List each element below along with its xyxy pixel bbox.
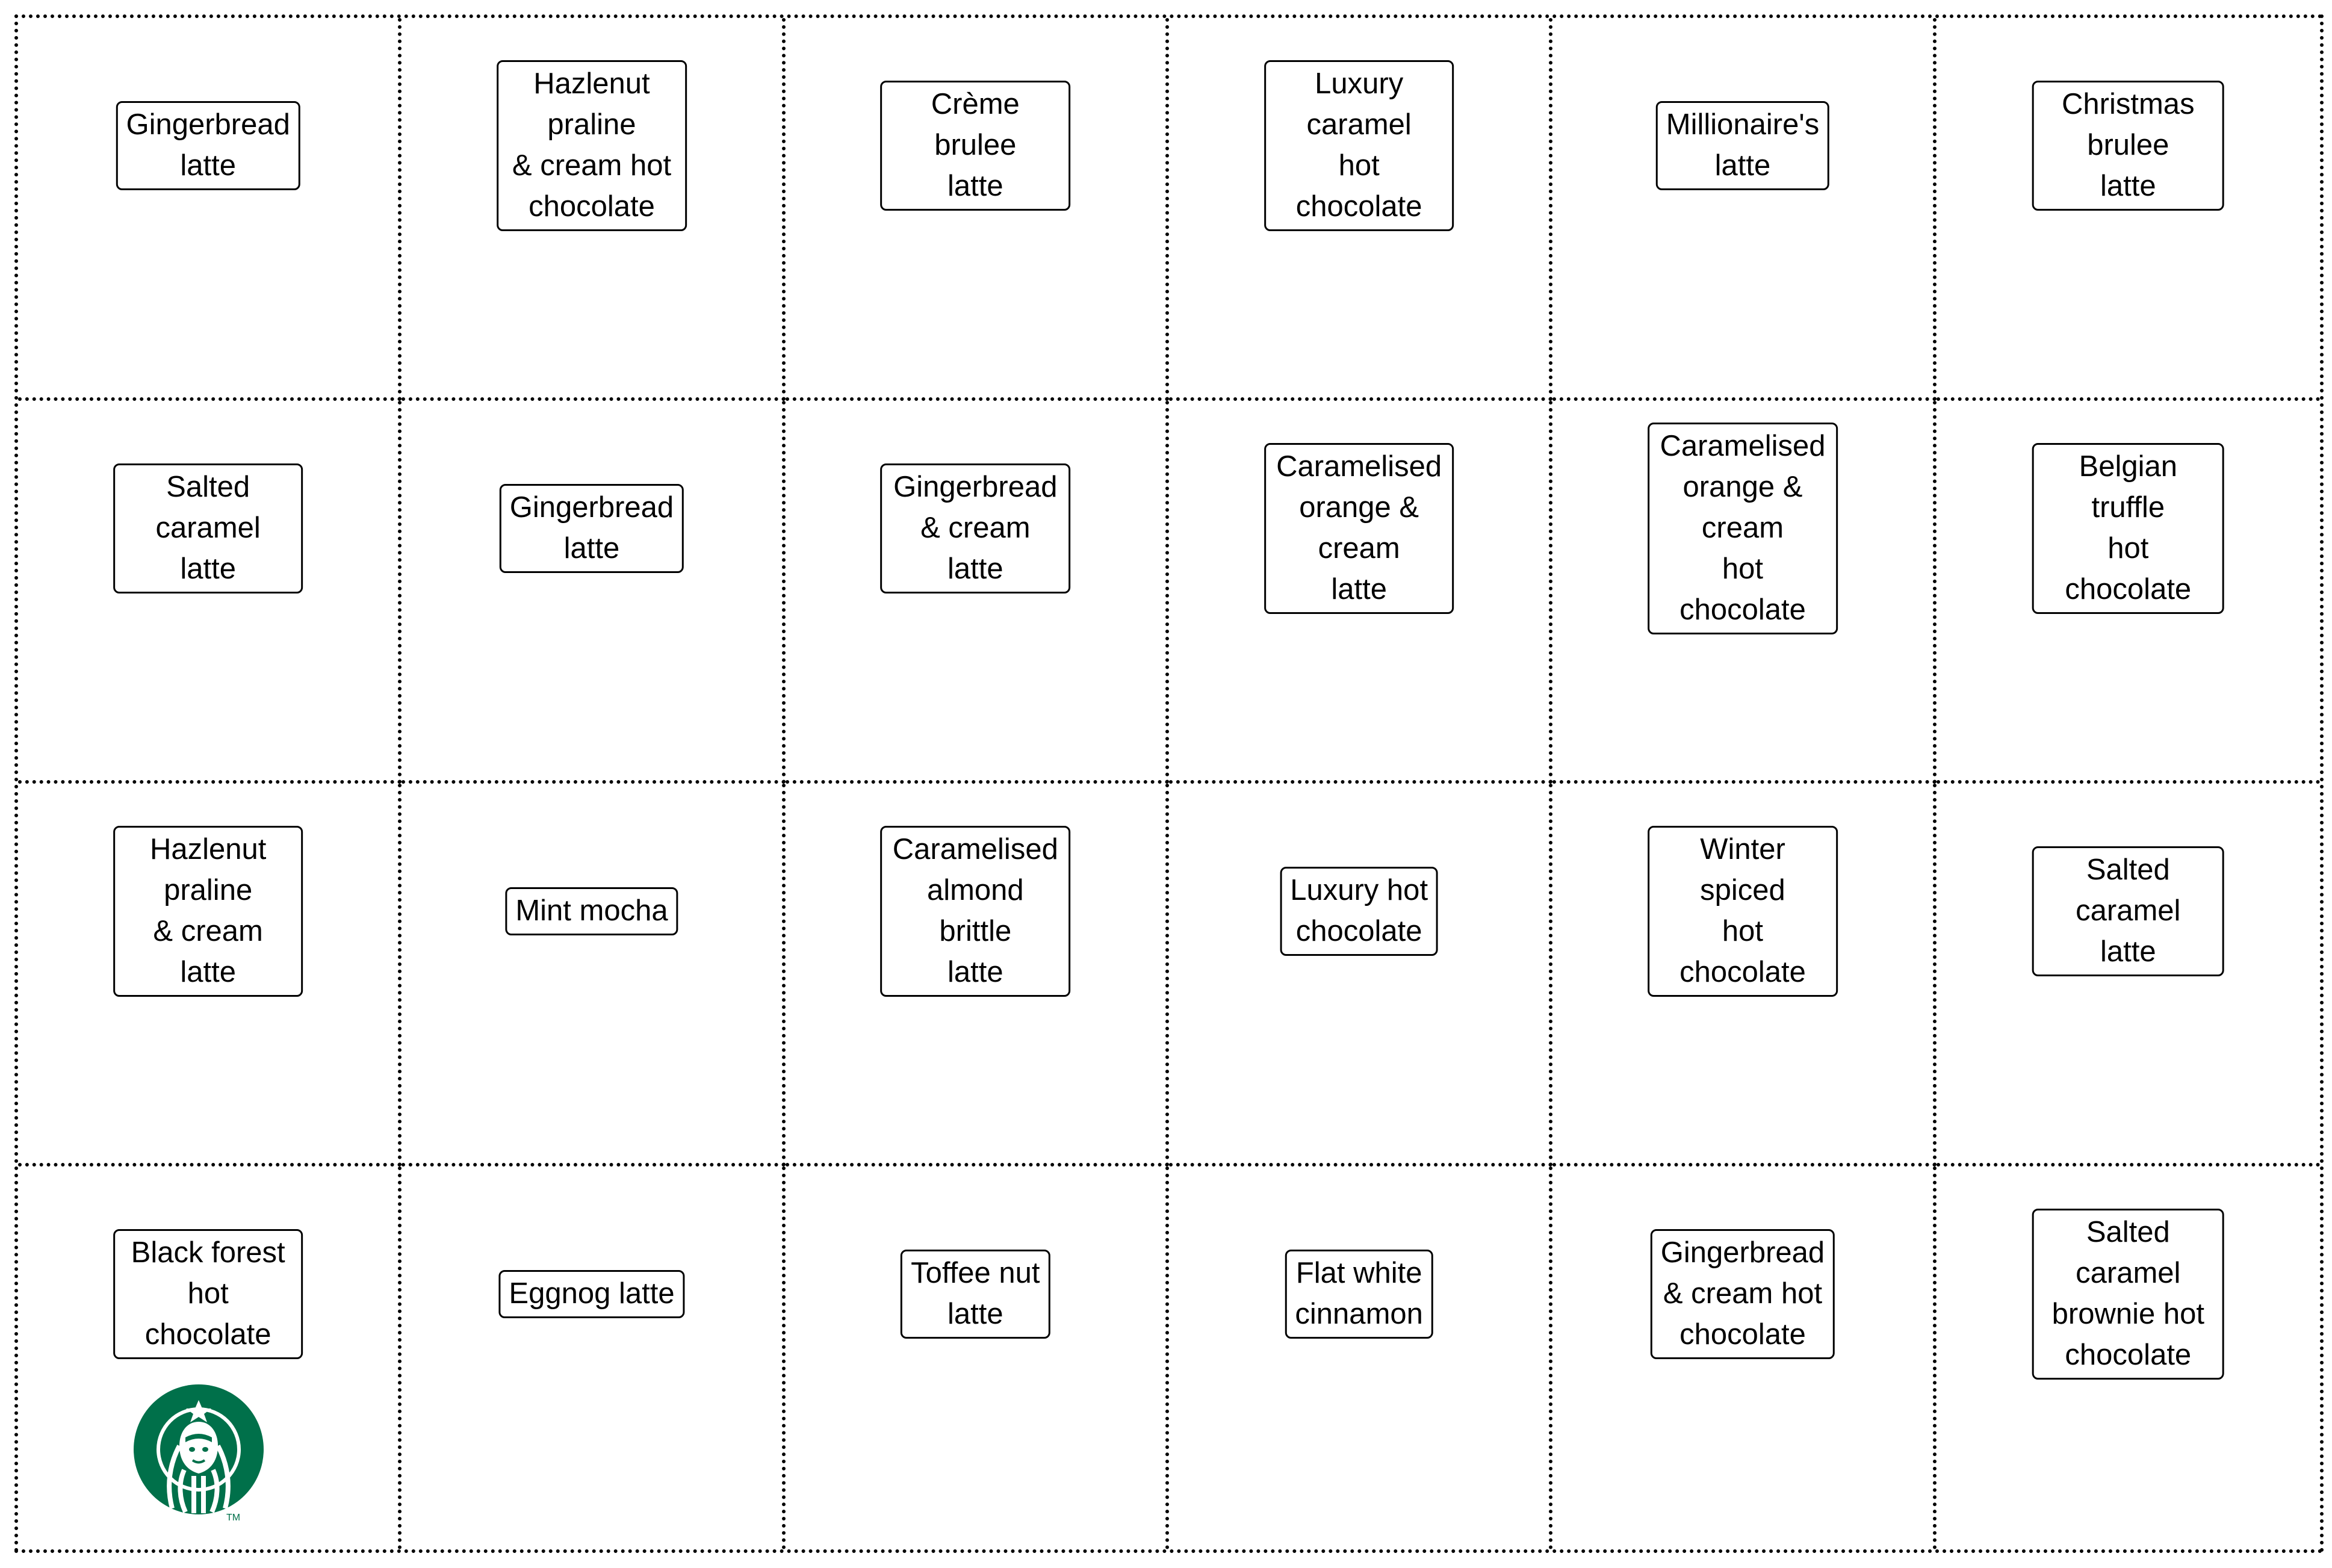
drink-label: Gingerbread latte	[500, 484, 684, 573]
trademark-mark: TM	[226, 1513, 241, 1523]
drink-label: Salted caramel latte	[2032, 846, 2224, 976]
drink-card	[402, 1167, 785, 1549]
drink-label: Caramelised almond brittle latte	[880, 826, 1070, 997]
drink-card	[1937, 401, 2320, 784]
drink-card-sheet	[14, 14, 2324, 1553]
drink-card	[18, 18, 402, 401]
drink-label: Salted caramel brownie hot chocolate	[2032, 1209, 2224, 1380]
drink-card	[402, 784, 785, 1167]
drink-card	[1937, 784, 2320, 1167]
drink-label: Crème brulee latte	[880, 81, 1070, 211]
drink-label: Hazlenut praline & cream hot chocolate	[497, 60, 687, 231]
drink-card	[1552, 18, 1936, 401]
drink-label: Caramelised orange & cream latte	[1264, 443, 1454, 614]
drink-label: Winter spiced hot chocolate	[1648, 826, 1838, 997]
drink-label: Eggnog latte	[498, 1270, 684, 1318]
drink-label: Christmas brulee latte	[2032, 81, 2224, 211]
drink-label: Luxury hot chocolate	[1280, 867, 1438, 956]
drink-card	[18, 784, 402, 1167]
drink-label: Toffee nut latte	[901, 1250, 1050, 1339]
drink-label: Gingerbread & cream latte	[880, 463, 1070, 593]
drink-card	[1552, 784, 1936, 1167]
drink-card	[1552, 1167, 1936, 1549]
drink-card	[786, 784, 1169, 1167]
drink-label: Flat white cinnamon	[1285, 1250, 1433, 1339]
drink-label: Mint mocha	[505, 887, 678, 935]
drink-card	[1169, 401, 1552, 784]
drink-card	[1169, 18, 1552, 401]
drink-label: Hazlenut praline & cream latte	[113, 826, 303, 997]
drink-card	[1169, 784, 1552, 1167]
drink-card	[786, 18, 1169, 401]
drink-card	[402, 401, 785, 784]
drink-card	[1169, 1167, 1552, 1549]
drink-label: Gingerbread latte	[116, 101, 300, 190]
drink-card	[1552, 401, 1936, 784]
drink-label: Black forest hot chocolate	[113, 1229, 303, 1359]
drink-card	[402, 18, 785, 401]
drink-label: Belgian truffle hot chocolate	[2032, 443, 2224, 614]
drink-label: Millionaire's latte	[1656, 101, 1829, 190]
drink-label: Gingerbread & cream hot chocolate	[1651, 1229, 1835, 1359]
drink-label: Luxury caramel hot chocolate	[1264, 60, 1454, 231]
drink-label: Caramelised orange & cream hot chocolate	[1648, 423, 1838, 634]
drink-card	[786, 1167, 1169, 1549]
drink-card	[1937, 1167, 2320, 1549]
drink-label: Salted caramel latte	[113, 463, 303, 593]
drink-card	[18, 401, 402, 784]
starbucks-siren-logo-icon	[126, 1380, 271, 1524]
drink-card	[786, 401, 1169, 784]
drink-card	[1937, 18, 2320, 401]
